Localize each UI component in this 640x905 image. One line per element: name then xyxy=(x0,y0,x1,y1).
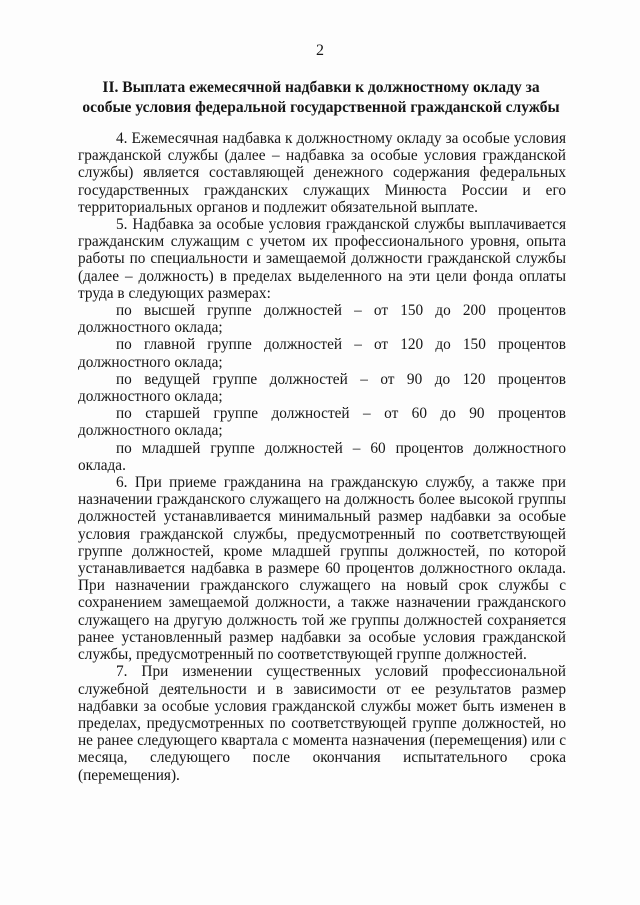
document-body xyxy=(78,130,566,784)
section-heading: II. Выплата ежемесячной надбавки к должностному окладу за особые условия федеральной государственной гражданской службы xyxy=(82,79,560,116)
paragraph-5: 5. Надбавка за особые условия гражданской службы выплачивается гражданским служащим с учетом их профессионального уровня, опыта работы по специальности и замещаемой должности гражданской службы (далее – должность) в пределах выделенного на эти цели фонда оплаты труда в следующих размерах: xyxy=(78,216,566,302)
list-item: по главной группе должностей – от 120 до 150 процентов должностного оклада; xyxy=(78,336,566,371)
list-item: по младшей группе должностей – 60 процентов должностного оклада. xyxy=(78,439,566,474)
paragraph-7: 7. При изменении существенных условий профессиональной служебной деятельности и в зависимости от ее результатов размер надбавки за особые условия гражданской службы может быть изменен в пределах, предусмотренных по соответствующей группе должностей, но не ранее следующего квартала с момента назначения (перемещения) или с месяца, следующего после окончания испытательного срока (перемещения). xyxy=(78,663,566,784)
list-item: по старшей группе должностей – от 60 до 90 процентов должностного оклада; xyxy=(78,405,566,440)
paragraph-6: 6. При приеме гражданина на гражданскую службу, а также при назначении гражданского служащего на должность более высокой группы должностей устанавливается минимальный размер надбавки за особые условия гражданской службы, предусмотренный по соответствующей группе должностей, кроме младшей группы должностей, по которой устанавливается надбавка в размере 60 процентов должностного оклада. При назначении гражданского служащего на новый срок службы с сохранением замещаемой должности, а также назначении гражданского служащего на другую должность той же группы должностей сохраняется ранее установленный размер надбавки за особые условия гражданской службы, предусмотренный по соответствующей группе должностей. xyxy=(78,474,566,664)
list-item: по высшей группе должностей – от 150 до 200 процентов должностного оклада; xyxy=(78,302,566,337)
paragraph-4: 4. Ежемесячная надбавка к должностному окладу за особые условия гражданской службы (далее – надбавка за особые условия гражданской службы) является составляющей денежного содержания федеральных государственных гражданских служащих Минюста России и его территориальных органов и подлежит обязательной выплате. xyxy=(78,130,566,216)
list-item: по ведущей группе должностей – от 90 до 120 процентов должностного оклада; xyxy=(78,370,566,406)
page-number: 2 xyxy=(316,42,324,59)
